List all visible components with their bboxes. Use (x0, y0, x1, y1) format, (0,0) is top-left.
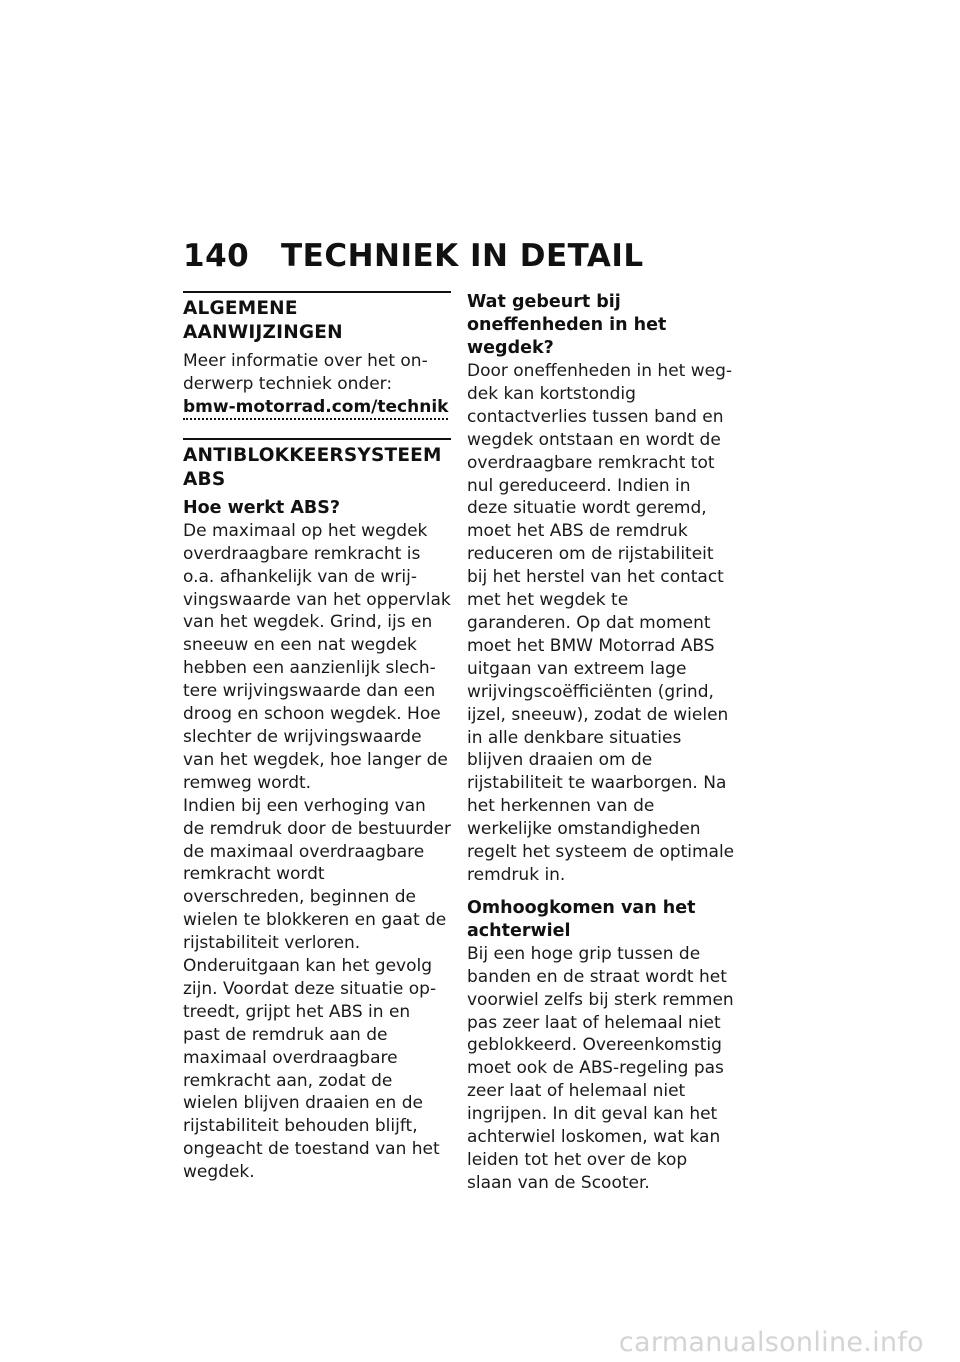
left-column (183, 291, 451, 1184)
page-header (183, 238, 644, 274)
uneven-road-text: Door oneffenheden in het wegdek kan kortstondig contactverlies tussen band en wegdek ontstaan en wordt de overdraagbare remkracht tot nul gereduceerd. Indien in deze situatie wordt geremd, moet het ABS de remdruk reduceren om de rijstabiliteit bij het herstel van het contact met het wegdek te garanderen. Op dat moment moet het BMW Motorrad ABS uitgaan van extreem lage wrijvingscoëfficiënten (grind, ijzel, sneeuw), zodat de wielen in alle denkbare situaties blijven draaien om de rijstabiliteit te waarborgen. Na het herkennen van de werkelijke omstandigheden regelt het systeem de optimale remdruk in. (467, 361, 735, 885)
abs-paragraph-2: Indien bij een verhoging van de remdruk door de bestuurder de maximaal overdraagbare remkracht wordt overschreden, beginnen de wielen te blokkeren en gaat de rijstabiliteit verloren. Onderuitgaan kan het gevolg zijn. Voordat deze situatie optreedt, grijpt het ABS in en past de remdruk aan de maximaal overdraagbare remkracht aan, zodat de wielen blijven draaien en de rijstabiliteit behouden blijft, ongeacht de toestand van het wegdek. (183, 795, 451, 1183)
section-title-general: ALGEMENE AANWIJZINGEN (183, 298, 343, 343)
abs-paragraph-1: De maximaal op het wegdek overdraagbare remkracht is o.a. afhankelijk van de wrijvingswaarde van het oppervlak van het wegdek. Grind, ijs en sneeuw en een nat wegdek hebben een aanzienlijk slechtere wrijvingswaarde dan een droog en schoon wegdek. Hoe slechter de wrijvingswaarde van het wegdek, hoe langer de remweg wordt. (183, 520, 451, 793)
uneven-road-heading: Wat gebeurt bij oneffenheden in het wegdek? (467, 292, 667, 358)
page-number: 140 (183, 238, 250, 274)
section-title-abs: ANTIBLOKKEERSYSTEEM ABS (183, 444, 442, 490)
section-divider (183, 438, 451, 440)
rear-wheel-text: Bij een hoge grip tussen de banden en de straat wordt het voorwiel zelfs bij sterk remmen pas zeer laat of helemaal niet geblokkeerd. Overeenkomstig moet ook de ABS-regeling pas zeer laat of helemaal niet ingrijpen. In dit geval kan het achterwiel loskomen, wat kan leiden tot het over de kop slaan van de Scooter. (467, 943, 734, 1193)
abs-question-heading: Hoe werkt ABS? (183, 497, 341, 518)
watermark: carmanualsonline.info (618, 1327, 924, 1358)
technik-link[interactable]: bmw-motorrad.com/technik (183, 396, 448, 420)
rear-wheel-heading: Omhoogkomen van het achterwiel (467, 897, 696, 941)
chapter-title: TECHNIEK IN DETAIL (281, 238, 644, 274)
section-divider (183, 291, 451, 293)
right-column (467, 291, 735, 1195)
general-info-text: Meer informatie over het onderwerp techniek onder: (183, 351, 428, 394)
